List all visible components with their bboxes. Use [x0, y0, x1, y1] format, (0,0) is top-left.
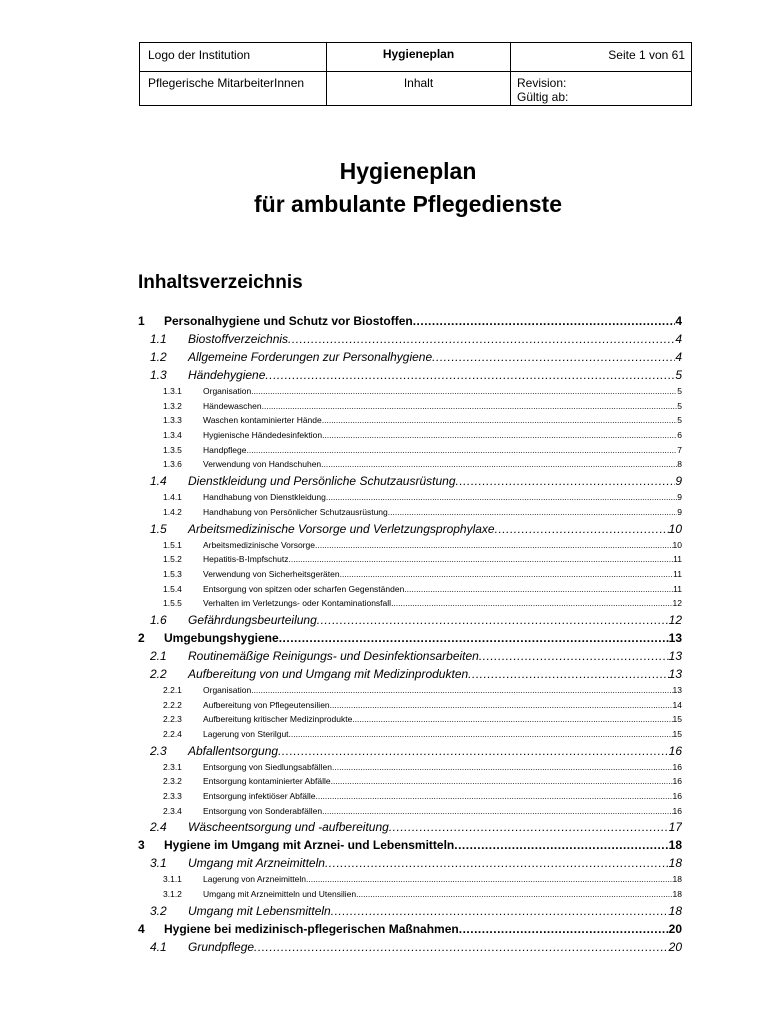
toc-entry-number: 2.3 — [150, 743, 167, 758]
toc-entry-title: Allgemeine Forderungen zur Personalhygiene — [188, 350, 433, 364]
toc-entry-title: Umgang mit Arzneimitteln — [188, 856, 325, 871]
toc-entry-number: 2.2.4 — [163, 729, 182, 739]
document-title: Hygieneplan — [339, 158, 477, 184]
toc-leader-dots — [356, 889, 672, 899]
toc-leader-dots — [456, 474, 676, 488]
toc-leader-dots — [265, 368, 675, 382]
toc-leader-dots — [289, 554, 674, 564]
toc-entry-number: 1.3.5 — [163, 444, 182, 455]
toc-entry-number: 2.2.3 — [163, 714, 182, 725]
toc-entry[interactable] — [138, 598, 682, 613]
toc-entry-title: Lagerung von Sterilgut — [203, 729, 289, 739]
toc-entry-title: Entsorgung kontaminierter Abfälle — [203, 776, 331, 787]
toc-entry-page: 4 — [675, 350, 682, 364]
toc-entry-page: 13 — [668, 666, 682, 681]
toc-leader-dots — [479, 649, 669, 663]
toc-entry-title: Arbeitsmedizinische Vorsorge und Verletzungsprophylaxe — [188, 521, 495, 536]
toc-leader-dots — [322, 806, 672, 816]
toc-entry[interactable] — [138, 922, 682, 940]
toc-entry[interactable] — [138, 430, 682, 445]
toc-entry-number: 4 — [138, 921, 145, 936]
toc-leader-dots — [331, 904, 669, 918]
toc-leader-dots — [251, 685, 672, 695]
toc-leader-dots — [315, 540, 673, 550]
toc-leader-dots — [317, 613, 669, 627]
toc-entry[interactable] — [138, 820, 682, 838]
toc-entry[interactable] — [138, 350, 682, 368]
toc-entry-title: Verwendung von Handschuhen — [203, 459, 322, 470]
toc-entry-title: Lagerung von Arzneimitteln — [203, 874, 307, 885]
toc-entry-title: Entsorgung von spitzen oder scharfen Gegenständen — [203, 583, 405, 594]
toc-entry-page: 5 — [677, 386, 682, 396]
revision-info — [517, 76, 568, 104]
toc-entry-page: 4 — [675, 314, 682, 328]
toc-entry[interactable] — [138, 904, 682, 922]
toc-entry-page: 17 — [668, 820, 682, 835]
toc-leader-dots — [432, 350, 675, 364]
toc-entry-page: 18 — [672, 874, 682, 885]
toc-leader-dots — [331, 776, 673, 786]
toc-leader-dots — [391, 598, 672, 608]
toc-entry[interactable] — [138, 314, 682, 332]
toc-entry[interactable] — [138, 459, 682, 474]
toc-leader-dots — [326, 492, 677, 502]
toc-entry[interactable] — [138, 729, 682, 744]
toc-entry-page: 11 — [673, 568, 682, 579]
toc-entry-title: Aufbereitung von Pflegeutensilien — [203, 699, 330, 710]
toc-entry-page: 6 — [677, 430, 682, 441]
toc-entry-number: 1.5 — [150, 521, 167, 536]
toc-leader-dots — [306, 874, 673, 884]
toc-entry-title: Verwendung von Sicherheitsgeräten — [203, 568, 340, 579]
toc-entry-number: 1.4.1 — [163, 492, 182, 503]
toc-leader-dots — [388, 507, 678, 517]
toc-entry-title: Personalhygiene und Schutz vor Biostoffen — [164, 314, 413, 328]
toc-entry[interactable] — [138, 806, 682, 821]
header-title: Hygieneplan — [382, 47, 455, 61]
toc-entry[interactable] — [138, 401, 682, 416]
toc-entry-number: 1.6 — [150, 612, 167, 627]
toc-leader-dots — [254, 940, 669, 954]
valid-from-label: Gültig ab: — [517, 90, 569, 104]
toc-entry-title: Entsorgung infektiöser Abfälle — [203, 791, 316, 802]
toc-leader-dots — [454, 838, 668, 852]
toc-entry-number: 2.2 — [150, 666, 167, 681]
toc-entry[interactable] — [138, 474, 682, 492]
toc-entry-number: 1.4.2 — [163, 506, 182, 517]
toc-entry-number: 1.5.5 — [163, 598, 182, 609]
toc-entry-page: 16 — [672, 805, 682, 816]
toc-leader-dots — [279, 631, 669, 645]
document-subtitle: für ambulante Pflegedienste — [253, 191, 562, 217]
toc-entry-title: Aufbereitung kritischer Medizinprodukte — [203, 714, 353, 725]
toc-entry-number: 2.3.1 — [163, 761, 182, 772]
toc-leader-dots — [321, 459, 677, 469]
toc-entry[interactable] — [138, 685, 682, 700]
toc-entry-title: Dienstkleidung und Persönliche Schutzausrüstung — [188, 474, 456, 489]
header-section: Inhalt — [403, 76, 434, 90]
toc-entry-number: 2.4 — [150, 820, 167, 835]
toc-entry-title: Arbeitsmedizinische Vorsorge — [203, 539, 315, 550]
toc-entry-title: Hepatitis-B-Impfschutz — [203, 554, 289, 565]
toc-entry-title: Biostoffverzeichnis — [188, 332, 289, 346]
toc-entry-title: Routinemäßige Reinigungs- und Desinfektionsarbeiten — [188, 648, 479, 663]
toc-entry-page: 5 — [677, 400, 682, 411]
toc-entry[interactable] — [138, 507, 682, 522]
toc-leader-dots — [246, 445, 677, 455]
toc-entry-page: 18 — [672, 889, 682, 900]
table-of-contents — [138, 314, 682, 958]
toc-entry-number: 1.5.3 — [163, 568, 182, 579]
toc-entry[interactable] — [138, 584, 682, 599]
toc-leader-dots — [468, 667, 668, 681]
toc-entry-page: 20 — [668, 939, 682, 954]
toc-entry-number: 1.3.4 — [163, 430, 182, 441]
toc-entry-page: 4 — [675, 332, 682, 346]
toc-entry-number: 1.5.1 — [163, 539, 182, 550]
toc-entry-title: Verhalten im Verletzungs- oder Kontaminationsfall — [203, 598, 392, 609]
toc-leader-dots — [288, 332, 675, 346]
toc-leader-dots — [340, 569, 674, 579]
toc-entry-page: 13 — [668, 648, 682, 663]
toc-entry[interactable] — [138, 613, 682, 631]
toc-leader-dots — [262, 401, 678, 411]
toc-entry[interactable] — [138, 445, 682, 460]
institution-logo-placeholder: Logo der Institution — [148, 48, 251, 62]
toc-entry-page: 9 — [675, 474, 682, 489]
toc-entry[interactable] — [138, 540, 682, 555]
toc-leader-dots — [413, 314, 676, 328]
toc-entry-title: Handhabung von Dienstkleidung — [203, 492, 326, 503]
toc-entry-number: 1.3.2 — [163, 400, 182, 411]
toc-entry-page: 10 — [668, 521, 682, 536]
toc-entry-title: Grundpflege — [188, 939, 255, 954]
toc-entry-page: 16 — [672, 761, 682, 772]
toc-entry-title: Händewaschen — [203, 400, 262, 411]
toc-entry-number: 1.3.3 — [163, 415, 182, 426]
page-number: Seite 1 von 61 — [608, 48, 685, 62]
toc-entry-page: 15 — [672, 714, 682, 725]
toc-entry[interactable] — [138, 554, 682, 569]
target-audience: Pflegerische MitarbeiterInnen — [148, 76, 305, 90]
toc-entry[interactable] — [138, 762, 682, 777]
toc-entry-number: 4.1 — [150, 939, 167, 954]
toc-entry-title: Organisation — [203, 386, 252, 396]
toc-entry-page: 12 — [672, 598, 682, 609]
header-row-2 — [140, 71, 691, 105]
toc-entry-page: 13 — [668, 630, 682, 645]
toc-entry[interactable] — [138, 492, 682, 507]
toc-entry-page: 12 — [668, 612, 682, 627]
toc-heading: Inhaltsverzeichnis — [138, 272, 303, 293]
toc-entry[interactable] — [138, 667, 682, 685]
toc-entry-title: Waschen kontaminierter Hände — [203, 415, 322, 426]
revision-label: Revision: — [517, 76, 567, 90]
toc-entry-title: Entsorgung von Siedlungsabfällen — [203, 761, 333, 772]
toc-entry-page: 5 — [677, 415, 682, 426]
toc-entry-number: 3.2 — [150, 903, 167, 918]
toc-entry-number: 1.2 — [150, 350, 167, 364]
toc-entry-page: 15 — [672, 729, 682, 739]
toc-entry-title: Hygienische Händedesinfektion — [203, 430, 323, 441]
toc-entry-page: 11 — [673, 554, 682, 565]
toc-entry[interactable] — [138, 856, 682, 874]
toc-entry-title: Entsorgung von Sonderabfällen — [203, 805, 323, 816]
toc-entry-number: 2.2.1 — [163, 684, 182, 695]
toc-leader-dots — [330, 700, 673, 710]
toc-entry-page: 16 — [668, 743, 682, 758]
toc-leader-dots — [315, 791, 672, 801]
toc-entry-number: 3.1.1 — [163, 874, 182, 885]
toc-leader-dots — [325, 856, 669, 870]
toc-leader-dots — [389, 820, 669, 834]
toc-entry-number: 1.1 — [150, 332, 167, 346]
toc-entry-number: 1 — [138, 314, 145, 328]
toc-entry-number: 3.1.2 — [163, 889, 182, 900]
toc-entry[interactable] — [138, 889, 682, 904]
toc-leader-dots — [404, 584, 673, 594]
toc-entry-title: Hygiene im Umgang mit Arznei- und Lebensmitteln — [164, 838, 455, 853]
toc-leader-dots — [278, 744, 669, 758]
toc-entry[interactable] — [138, 791, 682, 806]
toc-entry-title: Gefährdungsbeurteilung — [188, 612, 317, 627]
toc-entry-number: 3.1 — [150, 856, 167, 871]
toc-entry-number: 1.4 — [150, 474, 167, 489]
toc-entry-page: 8 — [677, 459, 682, 470]
toc-entry-number: 1.3.1 — [163, 386, 182, 396]
toc-entry-page: 16 — [672, 776, 682, 787]
toc-entry[interactable] — [138, 386, 682, 401]
toc-entry-title: Hygiene bei medizinisch-pflegerischen Maßnahmen — [164, 921, 459, 936]
toc-leader-dots — [251, 386, 677, 396]
toc-entry-number: 2 — [138, 630, 145, 645]
toc-entry[interactable] — [138, 838, 682, 856]
toc-entry-number: 1.3 — [150, 368, 167, 382]
toc-entry[interactable] — [138, 744, 682, 762]
toc-entry[interactable] — [138, 569, 682, 584]
toc-entry[interactable] — [138, 649, 682, 667]
toc-entry-title: Umgang mit Lebensmitteln — [188, 903, 331, 918]
toc-entry-number: 3 — [138, 838, 145, 853]
toc-entry-number: 2.3.4 — [163, 805, 182, 816]
toc-entry-page: 9 — [677, 506, 682, 517]
toc-entry[interactable] — [138, 940, 682, 958]
toc-entry-number: 1.3.6 — [163, 459, 182, 470]
toc-entry[interactable] — [138, 631, 682, 649]
toc-leader-dots — [332, 762, 673, 772]
toc-entry-title: Umgebungshygiene — [164, 630, 279, 645]
toc-entry-title: Wäscheentsorgung und -aufbereitung — [188, 820, 389, 835]
toc-entry[interactable] — [138, 714, 682, 729]
toc-leader-dots — [289, 729, 673, 739]
toc-leader-dots — [322, 415, 678, 425]
toc-entry-number: 2.3.2 — [163, 776, 182, 787]
toc-entry-page: 18 — [668, 903, 682, 918]
toc-entry[interactable] — [138, 415, 682, 430]
toc-entry[interactable] — [138, 522, 682, 540]
toc-leader-dots — [495, 522, 669, 536]
toc-entry[interactable] — [138, 332, 682, 350]
toc-entry-page: 20 — [668, 921, 682, 936]
toc-entry-page: 10 — [672, 539, 682, 550]
toc-entry[interactable] — [138, 700, 682, 715]
toc-entry-title: Aufbereitung von und Umgang mit Medizinprodukten — [188, 666, 469, 681]
toc-entry-title: Organisation — [203, 684, 252, 695]
toc-entry[interactable] — [138, 776, 682, 791]
toc-entry-page: 18 — [668, 856, 682, 871]
toc-entry-title: Umgang mit Arzneimitteln und Utensilien — [203, 889, 357, 900]
toc-entry-title: Abfallentsorgung — [188, 743, 279, 758]
toc-entry-page: 18 — [668, 838, 682, 853]
toc-entry-title: Handhabung von Persönlicher Schutzausrüstung — [203, 506, 388, 517]
toc-entry-page: 7 — [677, 444, 682, 455]
document-header-table — [139, 42, 692, 106]
toc-entry-page: 16 — [672, 791, 682, 802]
toc-entry-page: 5 — [675, 368, 682, 382]
toc-entry[interactable] — [138, 368, 682, 386]
toc-leader-dots — [352, 714, 672, 724]
toc-entry-page: 9 — [677, 492, 682, 503]
toc-entry-page: 13 — [672, 684, 682, 695]
toc-entry-number: 2.3.3 — [163, 791, 182, 802]
toc-entry-number: 1.5.4 — [163, 583, 182, 594]
toc-entry-page: 14 — [672, 699, 682, 710]
toc-entry-page: 11 — [673, 583, 682, 594]
toc-entry-number: 2.1 — [150, 648, 167, 663]
toc-entry-title: Händehygiene — [188, 368, 266, 382]
toc-entry[interactable] — [138, 874, 682, 889]
toc-leader-dots — [322, 430, 677, 440]
toc-leader-dots — [459, 922, 669, 936]
toc-entry-number: 1.5.2 — [163, 554, 182, 565]
toc-entry-title: Handpflege — [203, 444, 247, 455]
toc-entry-number: 2.2.2 — [163, 699, 182, 710]
